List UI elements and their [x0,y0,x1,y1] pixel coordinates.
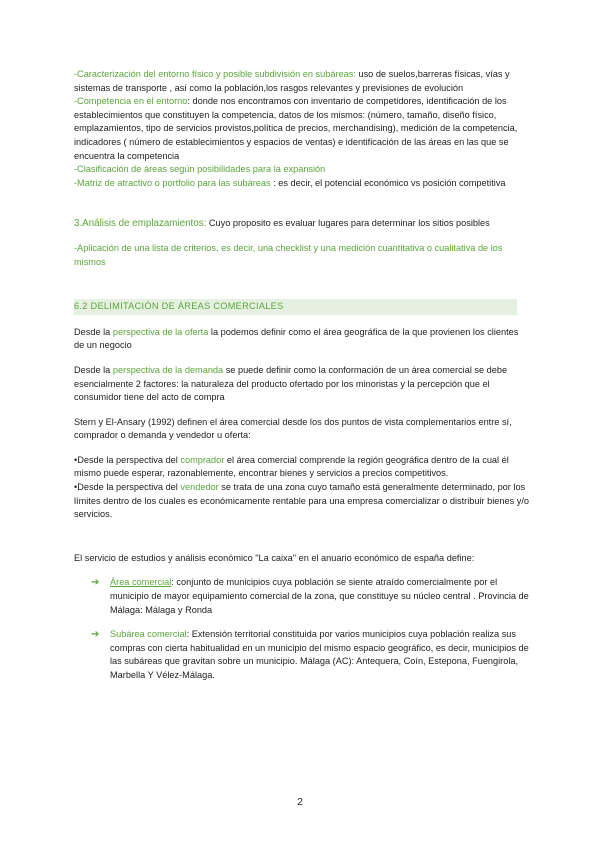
spacer [74,405,530,416]
text: Desde la [74,326,113,337]
bullet-subarea-comercial [74,628,530,682]
arrow-right-icon: ➔ [91,577,100,589]
item-label: -Competencia en el entorno [74,96,188,107]
paragraph-vendedor [74,481,530,522]
text: se trata de una zona cuyo tamaño está generalmente determinado, por los límites dentro de los cuales es económicamente rentable para una empresa comercializar o distribuir bienes y/o servicios. [74,482,530,520]
item-text: : es decir, el potencial económico vs posición competitiva [270,177,506,188]
spacer [74,617,530,628]
text: se puede definir como la conformación de un área comercial se debe esencialmente 2 factores: la naturaleza del producto ofertado por los minoristas y la percepción que el consumidor tiene del acto de compra [74,364,508,403]
term-oferta: perspectiva de la oferta [112,326,209,337]
spacer [74,353,530,364]
section-analisis-emplazamientos [74,217,530,231]
section-title: 3.Análisis de emplazamientos: [74,218,207,230]
item-label: -Matriz de atractivo o portfolio para las subáreas [74,177,271,188]
term-vendedor: vendedor [180,482,219,493]
item-caracterizacion [74,68,530,95]
item-text: uso de suelos,barreras físicas, vías y sistemas de transporte , así como la población,los rasgos relevantes y previsiones de evolución [74,69,510,93]
term-subarea-comercial: Subárea comercial [110,629,187,640]
text: la podemos definir como el área geográfica de la que provienen los clientes de un negocio [74,326,519,351]
term-comprador: comprador [180,454,225,465]
item-text: : donde nos encontramos con inventario de competidores, identificación de los establecimientos que constituyen la competencia, datos de los mismos: (número, tamaño, diseño físico, emplazamientos, tipo de servicios provistos,política de precios, merchandising), medición de la competencia, indicadores ( número de establecimientos y espacios de ventas) e identificación de las áreas en las que se encuentra la competencia [74,96,518,161]
term-area-comercial: Área comercial [110,577,172,588]
spacer [74,269,530,299]
text: •Desde la perspectiva del [74,482,181,493]
item-competencia [74,95,530,163]
paragraph-comprador [74,454,530,481]
term-demanda: perspectiva de la demanda [112,364,224,375]
page-number: 2 [297,796,303,808]
document-page [74,68,530,683]
item-aplicacion: -Aplicación de una lista de criterios, es decir, una checklist y una medición cuantitativa o cualitativa de los mismos [74,242,503,267]
arrow-right-icon: ➔ [91,629,100,641]
paragraph-stern: Stern y El-Ansary (1992) definen el área comercial desde los dos puntos de vista complementarios entre sí, comprador o demanda y vendedor u oferta: [74,416,512,441]
paragraph-demanda [74,364,530,405]
section-text: Cuyo proposito es evaluar lugares para determinar los sitios posibles [206,218,490,229]
text: •Desde la perspectiva del [74,454,181,465]
paragraph-la-caixa: El servicio de estudios y análisis económico "La caixa" en el anuario económico de españa define: [74,552,475,563]
item-clasificacion: -Clasificación de áreas según posibilidades para la expansión [74,164,326,175]
bullet-text: : Extensión territorial constituida por varios municipios cuya población realiza sus compras con cierta habitualidad en un municipio del mismo espacio geográfico, es decir, municipios de las subáreas que gravitan sobre un municipio. Málaga (AC): Antequera, Coín, Estepona, Fuengirola, Marbella Y Vélez-Málaga. [110,629,529,680]
spacer [74,315,530,326]
spacer [74,522,530,552]
paragraph-oferta [74,326,530,353]
spacer [74,565,530,576]
spacer [74,190,530,217]
section-heading: 6.2 DELIMITACIÓN DE ÁREAS COMERCIALES [74,299,517,315]
text: Desde la [74,364,113,375]
spacer [74,443,530,454]
bullet-text: : conjunto de municipios cuya población se siente atraído comercialmente por el municipio de mayor equipamiento comercial de la zona, que constituye su núcleo central . Provincia de Málaga: Málaga y Ronda [110,577,529,615]
text: el área comercial comprende la región geográfica dentro de la cual él mismo puede esperar, razonablemente, encontrar bienes y servicios a precios competitivos. [74,454,509,479]
spacer [74,231,530,242]
item-matriz [74,177,530,191]
item-label: -Caracterización del entorno físico y posible subdivisión en subáreas: [74,69,356,79]
bullet-area-comercial [74,576,530,617]
